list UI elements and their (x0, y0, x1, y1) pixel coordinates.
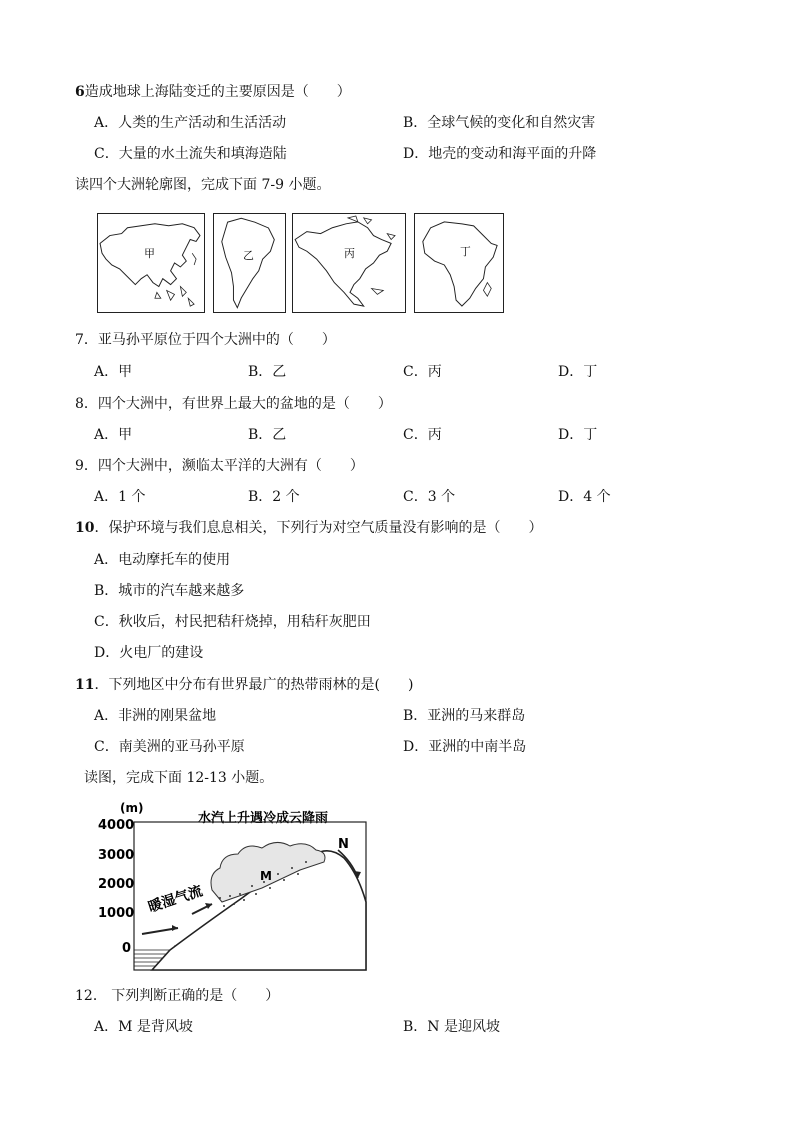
label-n: N (338, 837, 349, 852)
q8-option-b[interactable]: B．乙 (248, 427, 287, 443)
q9-stem: 9．四个大洲中，濒临太平洋的大洲有（ ） (75, 458, 364, 474)
map-label-jia: 甲 (144, 247, 155, 261)
q7-option-d[interactable]: D．丁 (558, 364, 598, 380)
ytick-4000: 4000 (98, 818, 135, 833)
q6-option-a[interactable]: A．人类的生产活动和生活活动 (94, 115, 287, 131)
asia-outline-icon (98, 214, 204, 312)
south-america-outline-icon (214, 214, 285, 312)
orographic-rain-diagram (92, 798, 374, 976)
north-america-outline-icon (293, 214, 405, 312)
map-label-ding: 丁 (459, 245, 471, 259)
q8-option-a[interactable]: A．甲 (94, 427, 133, 443)
q9-option-a[interactable]: A．1 个 (94, 489, 146, 505)
q6-stem: 6造成地球上海陆变迁的主要原因是（ ） (75, 84, 351, 100)
q10-option-b[interactable]: B．城市的汽车越来越多 (94, 583, 245, 599)
q6-option-c[interactable]: C．大量的水土流失和填海造陆 (94, 146, 287, 162)
q11-option-d[interactable]: D．亚洲的中南半岛 (403, 739, 527, 755)
q11-option-b[interactable]: B．亚洲的马来群岛 (403, 708, 526, 724)
q6-option-d[interactable]: D．地壳的变动和海平面的升降 (403, 146, 597, 162)
q7-option-a[interactable]: A．甲 (94, 364, 133, 380)
airflow-arrowhead-low-icon (172, 925, 178, 931)
map-africa (414, 213, 504, 313)
map-north-america (292, 213, 406, 313)
q9-option-c[interactable]: C．3 个 (403, 489, 456, 505)
q12-option-b[interactable]: B．N 是迎风坡 (403, 1019, 500, 1035)
q8-option-d[interactable]: D．丁 (558, 427, 598, 443)
q7-option-b[interactable]: B．乙 (248, 364, 287, 380)
map-label-yi: 乙 (243, 249, 254, 263)
map-asia (97, 213, 205, 313)
q11-option-a[interactable]: A．非洲的刚果盆地 (94, 708, 217, 724)
q7-option-c[interactable]: C．丙 (403, 364, 442, 380)
map-label-bing: 丙 (344, 247, 355, 261)
q7-stem: 7．亚马孙平原位于四个大洲中的（ ） (75, 332, 336, 348)
q8-option-c[interactable]: C．丙 (403, 427, 442, 443)
q12-option-a[interactable]: A．M 是背风坡 (94, 1019, 193, 1035)
q11-option-c[interactable]: C．南美洲的亚马孙平原 (94, 739, 245, 755)
ytick-1000: 1000 (98, 906, 135, 921)
q8-stem: 8．四个大洲中，有世界上最大的盆地的是（ ） (75, 396, 392, 412)
q10-option-a[interactable]: A．电动摩托车的使用 (94, 552, 231, 568)
africa-outline-icon (415, 214, 503, 312)
ytick-2000: 2000 (98, 877, 135, 892)
q6-option-b[interactable]: B．全球气候的变化和自然灾害 (403, 115, 596, 131)
q10-option-d[interactable]: D．火电厂的建设 (94, 645, 204, 661)
ytick-0: 0 (122, 941, 132, 956)
ytick-3000: 3000 (98, 848, 135, 863)
airflow-label: 暖湿气流 (146, 883, 205, 916)
q12-stem: 12． 下列判断正确的是（ ） (75, 988, 280, 1004)
q11-stem: 11．下列地区中分布有世界最广的热带雨林的是( ) (75, 677, 414, 693)
q9-option-b[interactable]: B．2 个 (248, 489, 300, 505)
q10-stem: 10．保护环境与我们息息相关，下列行为对空气质量没有影响的是（ ） (75, 520, 543, 536)
label-m: M (260, 869, 272, 883)
diagram-unit-label: (m) (120, 801, 144, 815)
intro-12-13: 读图，完成下面 12-13 小题。 (84, 770, 274, 786)
map-south-america (213, 213, 286, 313)
q9-option-d[interactable]: D．4 个 (558, 489, 611, 505)
diagram-title: 水汽上升遇冷成云降雨 (198, 811, 329, 826)
q10-option-c[interactable]: C．秋收后，村民把秸秆烧掉，用秸秆灰肥田 (94, 614, 371, 630)
intro-7-9: 读四个大洲轮廓图，完成下面 7-9 小题。 (75, 177, 331, 193)
